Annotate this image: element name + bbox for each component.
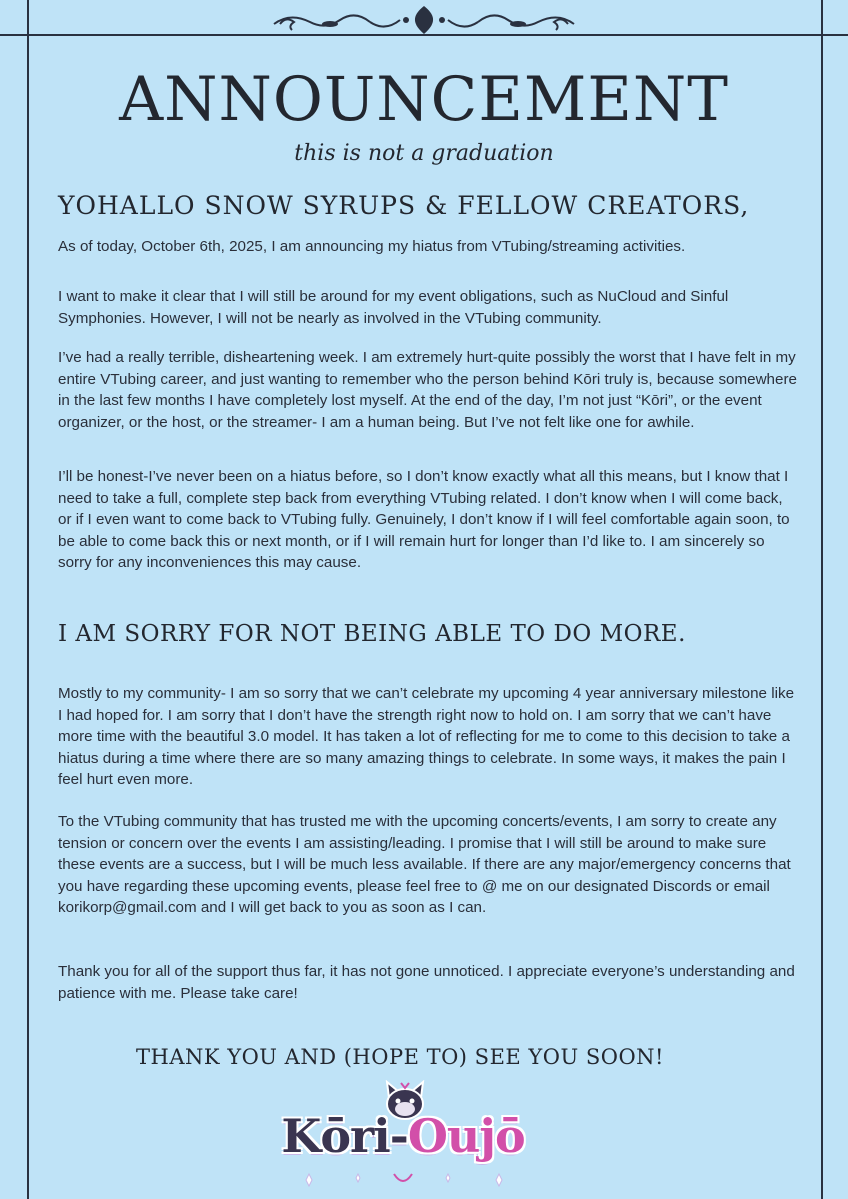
- greeting-heading: YOHALLO SNOW SYRUPS & FELLOW CREATORS,: [58, 191, 750, 220]
- paragraph-hard-week: I’ve had a really terrible, disheartening week. I am extremely hurt-quite possibly the worst that I have felt in my entire VTubing career, and just wanting to remember who the person behind Kōri truly is, because somewhere in the last few months I have completely lost myself. At the end of the day, I’m not just “Kōri”, or the event organizer, or the host, or the streamer- I am a human being. But I’ve not felt like one for awhile.: [58, 349, 797, 431]
- page-title: ANNOUNCEMENT: [119, 64, 729, 135]
- frame-right-line: [821, 0, 823, 1199]
- sorry-heading: I AM SORRY FOR NOT BEING ABLE TO DO MORE.: [58, 621, 686, 647]
- paragraph-community: Mostly to my community- I am so sorry that we can’t celebrate my upcoming 4 year anniversary milestone like I had hoped for. I am sorry that I don’t have the strength right now to hold on. I am sorry that we can’t have more time with the beautiful 3.0 model. It has taken a lot of reflecting for me to come to this decision to take a hiatus during a time where there are so many amazing things to celebrate. In some ways, it makes the pain I feel hurt even more.: [58, 685, 795, 788]
- closing-heading: THANK YOU AND (HOPE TO) SEE YOU SOON!: [136, 1045, 664, 1069]
- paragraph-vtubing-community: To the VTubing community that has trusted me with the upcoming concerts/events, I am sorry to create any tension or concern over the events I am assisting/leading. I promise that I will still be around to make sure these events are a success, but I will be much less available. If there are any major/emergency concerns that you have regarding these upcoming events, please feel free to @ me on our designated Discords or email korikorp@gmail.com and I will get back to you as soon as I can.: [58, 813, 791, 916]
- frame-left-line: [27, 0, 29, 1199]
- paragraph-hiatus-notice: As of today, October 6th, 2025, I am announcing my hiatus from VTubing/streaming activities.: [58, 238, 686, 255]
- logo-part-kori: Kōri-: [281, 1109, 408, 1163]
- kori-oujo-logo: [278, 1080, 528, 1195]
- sparkle-icon: [296, 1170, 510, 1190]
- logo-part-oujo: Oujō: [407, 1109, 525, 1163]
- logo-wordmark: [278, 1108, 528, 1164]
- paragraph-honesty: I’ll be honest-I’ve never been on a hiatus before, so I don’t know exactly what all this means, but I know that I need to take a full, complete step back from everything VTubing related. I don’t know when I will come back, or if I even want to come back to VTubing fully. Genuinely, I don’t know if I will feel comfortable again soon, to be able to come back this or next month, or if I will remain hurt for longer than I’d like to. I am sincerely so sorry for any inconveniences this may cause.: [58, 468, 790, 571]
- ornament-flourish-icon: [270, 2, 578, 38]
- page-subtitle: this is not a graduation: [294, 141, 554, 166]
- paragraph-event-obligations: I want to make it clear that I will still be around for my event obligations, such as NuCloud and Sinful Symphonies. However, I will not be nearly as involved in the VTubing community.: [58, 288, 729, 327]
- paragraph-thank-you: Thank you for all of the support thus far, it has not gone unnoticed. I appreciate everyone’s understanding and patience with me. Please take care!: [58, 963, 795, 1002]
